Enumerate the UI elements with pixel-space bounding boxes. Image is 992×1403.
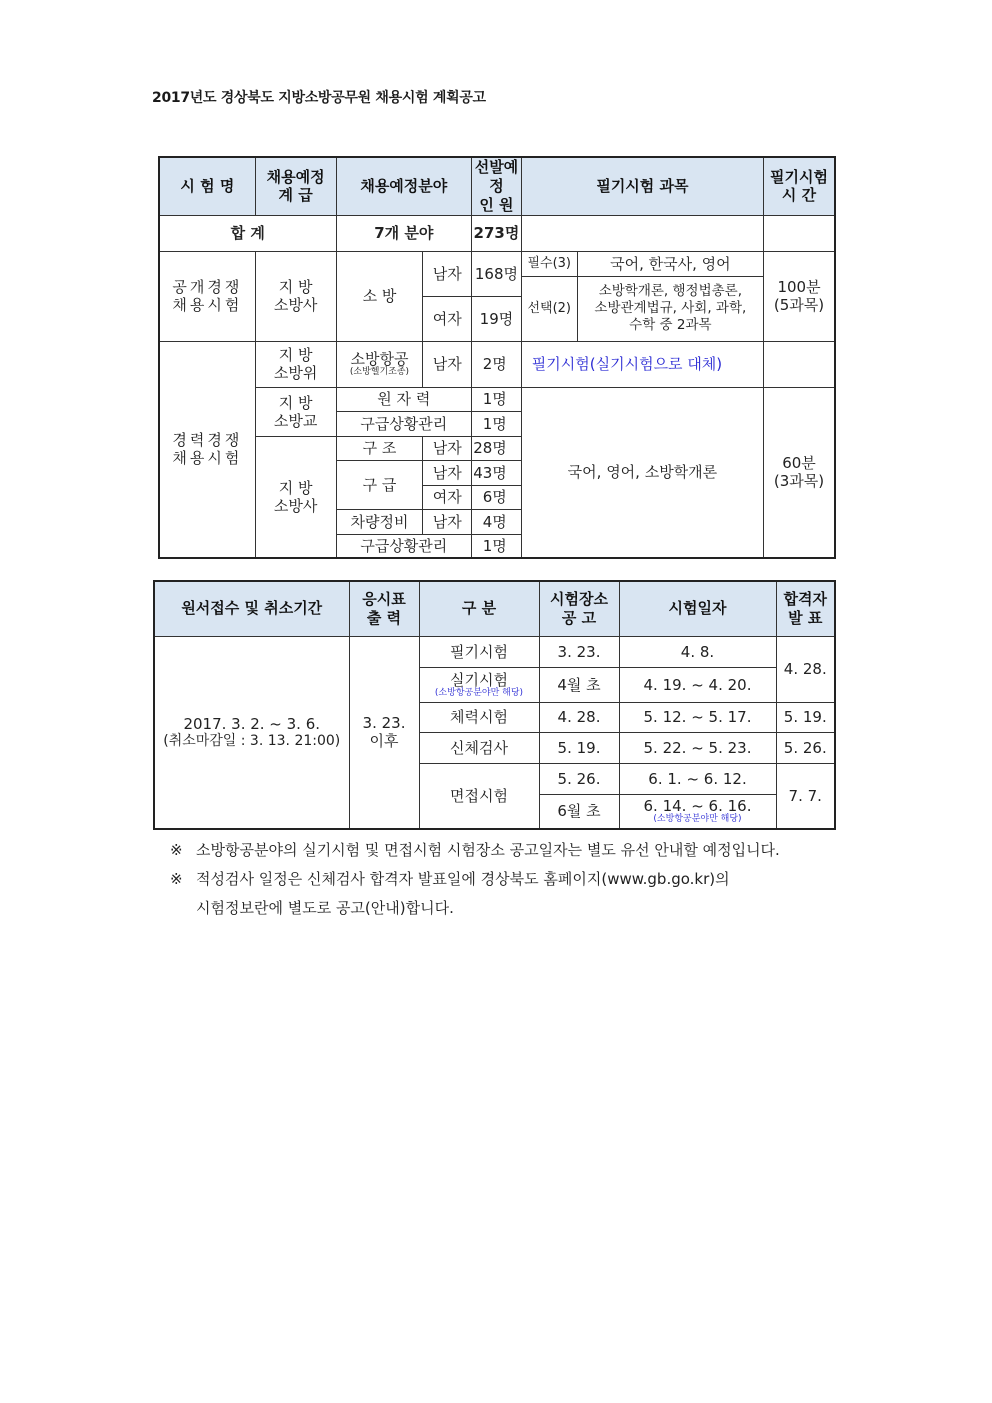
total-label: 합 계 bbox=[159, 215, 336, 251]
practical-exam-venue: 4월 초 bbox=[539, 667, 619, 702]
interview-date-b bbox=[619, 794, 776, 829]
emergency-mgmt2-count: 1명 bbox=[472, 534, 522, 558]
interview-date-a: 6. 1. ~ 6. 12. bbox=[619, 763, 776, 794]
exam-schedule-table bbox=[153, 580, 836, 830]
medical-result: 5. 26. bbox=[776, 732, 835, 763]
notes bbox=[170, 836, 850, 923]
header-apply-period: 원서접수 및 취소기간 bbox=[154, 581, 349, 636]
header-exam-name: 시 험 명 bbox=[159, 157, 255, 215]
open-male: 남자 bbox=[423, 251, 472, 296]
vehicle-sex: 남자 bbox=[423, 509, 472, 534]
header-rank: 채용예정 계 급 bbox=[255, 157, 336, 215]
note-1-text: 소방항공분야의 실기시험 및 면접시험 시험장소 공고일자는 별도 유선 안내할 예정입니다. bbox=[196, 841, 780, 859]
open-female: 여자 bbox=[423, 296, 472, 341]
nuclear-field: 원 자 력 bbox=[336, 387, 472, 411]
wi-field-label: 소방항공 bbox=[350, 350, 409, 369]
medical-exam-venue: 5. 19. bbox=[539, 732, 619, 763]
sa-rank: 지 방 소방사 bbox=[255, 436, 336, 558]
ems-male: 남자 bbox=[423, 460, 472, 485]
physical-exam-label: 체력시험 bbox=[419, 702, 539, 732]
wi-field-note: (소방헬기조종) bbox=[349, 367, 410, 378]
wi-count: 2명 bbox=[472, 341, 522, 387]
emergency-mgmt-count: 1명 bbox=[472, 411, 522, 436]
cancel-deadline: (취소마감일 : 3. 13. 21:00) bbox=[163, 732, 341, 749]
total-empty bbox=[521, 215, 763, 251]
vehicle-count: 4명 bbox=[472, 509, 522, 534]
emergency-mgmt2-field: 구급상황관리 bbox=[336, 534, 472, 558]
rescue-count: 28명 bbox=[472, 436, 522, 460]
interview-result: 7. 7. bbox=[776, 763, 835, 829]
written-exam-date: 4. 8. bbox=[619, 636, 776, 667]
ems-female: 여자 bbox=[423, 485, 472, 509]
ems-field: 구 급 bbox=[336, 460, 423, 509]
wi-sex: 남자 bbox=[423, 341, 472, 387]
open-written-time: 100분 (5과목) bbox=[764, 251, 835, 341]
open-male-count: 168명 bbox=[472, 251, 522, 296]
total-count: 273명 bbox=[472, 215, 522, 251]
note-mark-2: ※ bbox=[170, 870, 183, 888]
interview-venue-b: 6월 초 bbox=[539, 794, 619, 829]
header-written-subjects: 필기시험 과목 bbox=[521, 157, 763, 215]
elective-label: 선택(2) bbox=[521, 276, 577, 341]
emergency-mgmt-field: 구급상황관리 bbox=[336, 411, 472, 436]
wi-rank: 지 방 소방위 bbox=[255, 341, 336, 387]
open-field: 소 방 bbox=[336, 251, 423, 341]
required-label: 필수(3) bbox=[521, 251, 577, 276]
recruitment-plan-table bbox=[158, 156, 836, 559]
rescue-field: 구 조 bbox=[336, 436, 423, 460]
written-result: 4. 28. bbox=[776, 636, 835, 702]
apply-period-dates: 2017. 3. 2. ~ 3. 6. bbox=[183, 714, 321, 733]
document-title: 2017년도 경상북도 지방소방공무원 채용시험 계획공고 bbox=[152, 90, 486, 106]
wi-subject: 필기시험(실기시험으로 대체) bbox=[521, 341, 763, 387]
written-exam-label: 필기시험 bbox=[419, 636, 539, 667]
note-2-text-b: 시험정보란에 별도로 공고(안내)합니다. bbox=[196, 899, 454, 917]
header-field: 채용예정분야 bbox=[336, 157, 472, 215]
header-count: 선발예정 인 원 bbox=[472, 157, 522, 215]
career-exam-name: 경력경쟁 채용시험 bbox=[159, 341, 255, 558]
note-2 bbox=[170, 865, 850, 923]
rescue-sex: 남자 bbox=[423, 436, 472, 460]
practical-exam-name: 실기시험 bbox=[450, 670, 508, 689]
physical-exam-venue: 4. 28. bbox=[539, 702, 619, 732]
open-exam-name: 공개경쟁 채용시험 bbox=[159, 251, 255, 341]
gyo-rank: 지 방 소방교 bbox=[255, 387, 336, 436]
note-2-text-a: 적성검사 일정은 신체검사 합격자 발표일에 경상북도 홈페이지(www.gb.go.kr)의 bbox=[196, 870, 730, 888]
header-result: 합격자 발 표 bbox=[776, 581, 835, 636]
interview-date-b-range: 6. 14. ~ 6. 16. bbox=[643, 797, 752, 816]
ems-male-count: 43명 bbox=[472, 460, 522, 485]
open-rank: 지 방 소방사 bbox=[255, 251, 336, 341]
note-mark-1: ※ bbox=[170, 841, 183, 859]
total-empty-time bbox=[764, 215, 835, 251]
header-exam-date: 시험일자 bbox=[619, 581, 776, 636]
physical-result: 5. 19. bbox=[776, 702, 835, 732]
career-subjects: 국어, 영어, 소방학개론 bbox=[521, 387, 763, 558]
header-ticket: 응시표 출 력 bbox=[349, 581, 419, 636]
nuclear-count: 1명 bbox=[472, 387, 522, 411]
ems-female-count: 6명 bbox=[472, 485, 522, 509]
required-subjects: 국어, 한국사, 영어 bbox=[577, 251, 763, 276]
practical-exam-label bbox=[419, 667, 539, 702]
note-1 bbox=[170, 836, 850, 865]
wi-field bbox=[336, 341, 423, 387]
header-category: 구 분 bbox=[419, 581, 539, 636]
career-time: 60분 (3과목) bbox=[764, 387, 835, 558]
elective-subjects: 소방학개론, 행정법총론, 소방관계법규, 사회, 과학, 수학 중 2과목 bbox=[577, 276, 763, 341]
apply-period bbox=[154, 636, 349, 829]
vehicle-field: 차량정비 bbox=[336, 509, 423, 534]
medical-exam-date: 5. 22. ~ 5. 23. bbox=[619, 732, 776, 763]
practical-exam-date: 4. 19. ~ 4. 20. bbox=[619, 667, 776, 702]
interview-label: 면접시험 bbox=[419, 763, 539, 829]
interview-date-b-note: (소방항공분야만 해당) bbox=[653, 814, 742, 825]
interview-venue-a: 5. 26. bbox=[539, 763, 619, 794]
ticket-print: 3. 23. 이후 bbox=[349, 636, 419, 829]
physical-exam-date: 5. 12. ~ 5. 17. bbox=[619, 702, 776, 732]
open-female-count: 19명 bbox=[472, 296, 522, 341]
written-exam-venue: 3. 23. bbox=[539, 636, 619, 667]
wi-time bbox=[764, 341, 835, 387]
practical-exam-note: (소방항공분야만 해당) bbox=[434, 687, 524, 698]
header-written-time: 필기시험 시 간 bbox=[764, 157, 835, 215]
total-fields: 7개 분야 bbox=[336, 215, 472, 251]
medical-exam-label: 신체검사 bbox=[419, 732, 539, 763]
header-venue: 시험장소 공 고 bbox=[539, 581, 619, 636]
